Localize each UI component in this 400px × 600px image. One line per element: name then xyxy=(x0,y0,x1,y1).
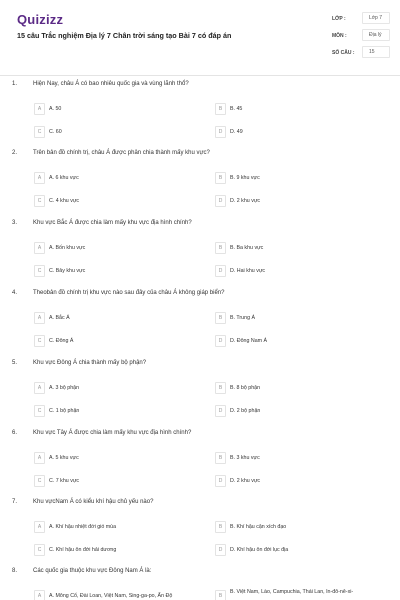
meta-value-subject: Địa lý xyxy=(362,29,390,41)
option-text: B. 9 khu vực xyxy=(230,175,260,181)
option-d[interactable] xyxy=(215,405,390,419)
question-number: 7. xyxy=(12,499,18,505)
option-a[interactable] xyxy=(34,521,209,535)
option-text: A. Bốn khu vực xyxy=(49,245,86,251)
option-text: A. 6 khu vực xyxy=(49,175,79,181)
option-text: A. Khí hậu nhiệt đới gió mùa xyxy=(49,524,117,530)
option-b[interactable] xyxy=(215,312,390,326)
option-text: B. 3 khu vực xyxy=(230,455,260,461)
option-d[interactable] xyxy=(215,335,390,349)
option-text: A. Bắc Á xyxy=(49,315,70,321)
question-number: 2. xyxy=(12,150,18,156)
option-a[interactable] xyxy=(34,172,209,186)
option-letter: B xyxy=(215,242,226,254)
option-text: A. Mông Cổ, Đài Loan, Việt Nam, Sing-ga-po, Ấn Độ xyxy=(49,593,173,599)
option-text: D. Khí hậu ôn đới lục địa xyxy=(230,547,289,553)
option-letter: B xyxy=(215,172,226,184)
question-number: 8. xyxy=(12,568,18,574)
option-a[interactable] xyxy=(34,590,209,600)
option-c[interactable] xyxy=(34,544,209,558)
option-letter: D xyxy=(215,544,226,556)
option-c[interactable] xyxy=(34,335,209,349)
option-text: C. 1 bộ phận xyxy=(49,408,80,414)
option-letter: C xyxy=(34,335,45,347)
option-a[interactable] xyxy=(34,452,209,466)
option-text: B. Trung Á xyxy=(230,315,256,321)
meta-value-grade: Lớp 7 xyxy=(362,12,390,24)
option-text: D. 2 khu vực xyxy=(230,478,261,484)
option-text: A. 50 xyxy=(49,106,62,112)
option-letter: A xyxy=(34,312,45,324)
question-text: Khu vựcNam Á có kiểu khí hậu chủ yếu nào? xyxy=(33,499,154,505)
option-letter: D xyxy=(215,475,226,487)
option-letter: A xyxy=(34,521,45,533)
option-letter: A xyxy=(34,242,45,254)
option-letter: A xyxy=(34,452,45,464)
option-d[interactable] xyxy=(215,265,390,279)
option-text: B. Việt Nam, Lào, Campuchia, Thái Lan, In-đô-nê-xi- xyxy=(230,589,354,595)
option-letter: B xyxy=(215,103,226,115)
option-d[interactable] xyxy=(215,195,390,209)
option-letter: A xyxy=(34,172,45,184)
meta-row-grade xyxy=(332,11,390,28)
question-text: Khu vực Đông Á chia thành mấy bộ phận? xyxy=(33,360,147,366)
meta-label-subject: MÔN : xyxy=(332,33,347,39)
option-b[interactable] xyxy=(215,172,390,186)
option-letter: D xyxy=(215,405,226,417)
page-title: 15 câu Trắc nghiệm Địa lý 7 Chân trời sáng tạo Bài 7 có đáp án xyxy=(17,31,232,40)
option-c[interactable] xyxy=(34,195,209,209)
meta-row-subject xyxy=(332,28,390,45)
question-text: Hiện Nay, châu Á có bao nhiêu quốc gia và vùng lãnh thổ? xyxy=(33,81,189,87)
option-c[interactable] xyxy=(34,265,209,279)
option-letter: B xyxy=(215,590,226,600)
question-text: Khu vực Bắc Á được chia làm mấy khu vực địa hình chính? xyxy=(33,220,192,226)
meta-label-grade: LỚP : xyxy=(332,16,346,22)
question-text: Các quốc gia thuộc khu vực Đông Nam Á là: xyxy=(33,568,152,574)
option-letter: C xyxy=(34,126,45,138)
option-text: C. 7 khu vực xyxy=(49,478,80,484)
option-text: C. Đông Á xyxy=(49,338,74,344)
option-text: A. 5 khu vực xyxy=(49,455,79,461)
option-a[interactable] xyxy=(34,103,209,117)
option-letter: C xyxy=(34,405,45,417)
option-b[interactable] xyxy=(215,452,390,466)
quizizz-logo[interactable]: Quizizz xyxy=(17,12,64,27)
option-b[interactable] xyxy=(215,382,390,396)
option-a[interactable] xyxy=(34,242,209,256)
option-d[interactable] xyxy=(215,475,390,489)
option-a[interactable] xyxy=(34,312,209,326)
page-header xyxy=(0,0,400,76)
option-text: B. 8 bộ phận xyxy=(230,385,261,391)
option-text: D. Đông Nam Á xyxy=(230,338,268,344)
option-text: D. 2 bộ phận xyxy=(230,408,261,414)
option-letter: D xyxy=(215,265,226,277)
option-d[interactable] xyxy=(215,544,390,558)
question-text: Trên bản đồ chính trị, châu Á được phân chia thành mấy khu vực? xyxy=(33,150,210,156)
question-text: Khu vực Tây Á được chia làm mấy khu vực địa hình chính? xyxy=(33,430,192,436)
option-c[interactable] xyxy=(34,405,209,419)
meta-value-count: 15 xyxy=(362,46,390,58)
meta-row-count xyxy=(332,45,390,62)
option-letter: C xyxy=(34,265,45,277)
option-text: C. Khí hậu ôn đới hải dương xyxy=(49,547,117,553)
option-b[interactable] xyxy=(215,521,390,535)
option-b[interactable] xyxy=(215,590,390,600)
option-letter: C xyxy=(34,544,45,556)
question-text: Theobản đồ chính trị khu vực nào sau đây của châu Á không giáp biển? xyxy=(33,290,225,296)
option-text: B. Khí hậu cận xích đạo xyxy=(230,524,287,530)
option-letter: C xyxy=(34,475,45,487)
option-text: C. 4 khu vực xyxy=(49,198,80,204)
option-letter: C xyxy=(34,195,45,207)
option-b[interactable] xyxy=(215,103,390,117)
question-number: 3. xyxy=(12,220,18,226)
option-letter: A xyxy=(34,590,45,600)
option-letter: D xyxy=(215,126,226,138)
option-b[interactable] xyxy=(215,242,390,256)
option-letter: D xyxy=(215,195,226,207)
option-letter: A xyxy=(34,103,45,115)
option-text: C. Bảy khu vực xyxy=(49,268,86,274)
option-text: C. 60 xyxy=(49,129,62,135)
question-number: 6. xyxy=(12,430,18,436)
option-letter: B xyxy=(215,382,226,394)
option-text: A. 3 bộ phận xyxy=(49,385,80,391)
option-letter: A xyxy=(34,382,45,394)
option-d[interactable] xyxy=(215,126,390,140)
option-text: D. Hai khu vực xyxy=(230,268,266,274)
option-text: B. Ba khu vực xyxy=(230,245,264,251)
option-c[interactable] xyxy=(34,475,209,489)
option-letter: D xyxy=(215,335,226,347)
option-letter: B xyxy=(215,452,226,464)
option-letter: B xyxy=(215,312,226,324)
option-letter: B xyxy=(215,521,226,533)
option-a[interactable] xyxy=(34,382,209,396)
question-number: 5. xyxy=(12,360,18,366)
option-c[interactable] xyxy=(34,126,209,140)
option-text: D. 2 khu vực xyxy=(230,198,261,204)
meta-info xyxy=(332,11,390,62)
question-number: 4. xyxy=(12,290,18,296)
option-text: D. 49 xyxy=(230,129,243,135)
option-text: B. 45 xyxy=(230,106,243,112)
question-number: 1. xyxy=(12,81,18,87)
meta-label-count: SỐ CÂU : xyxy=(332,50,355,56)
